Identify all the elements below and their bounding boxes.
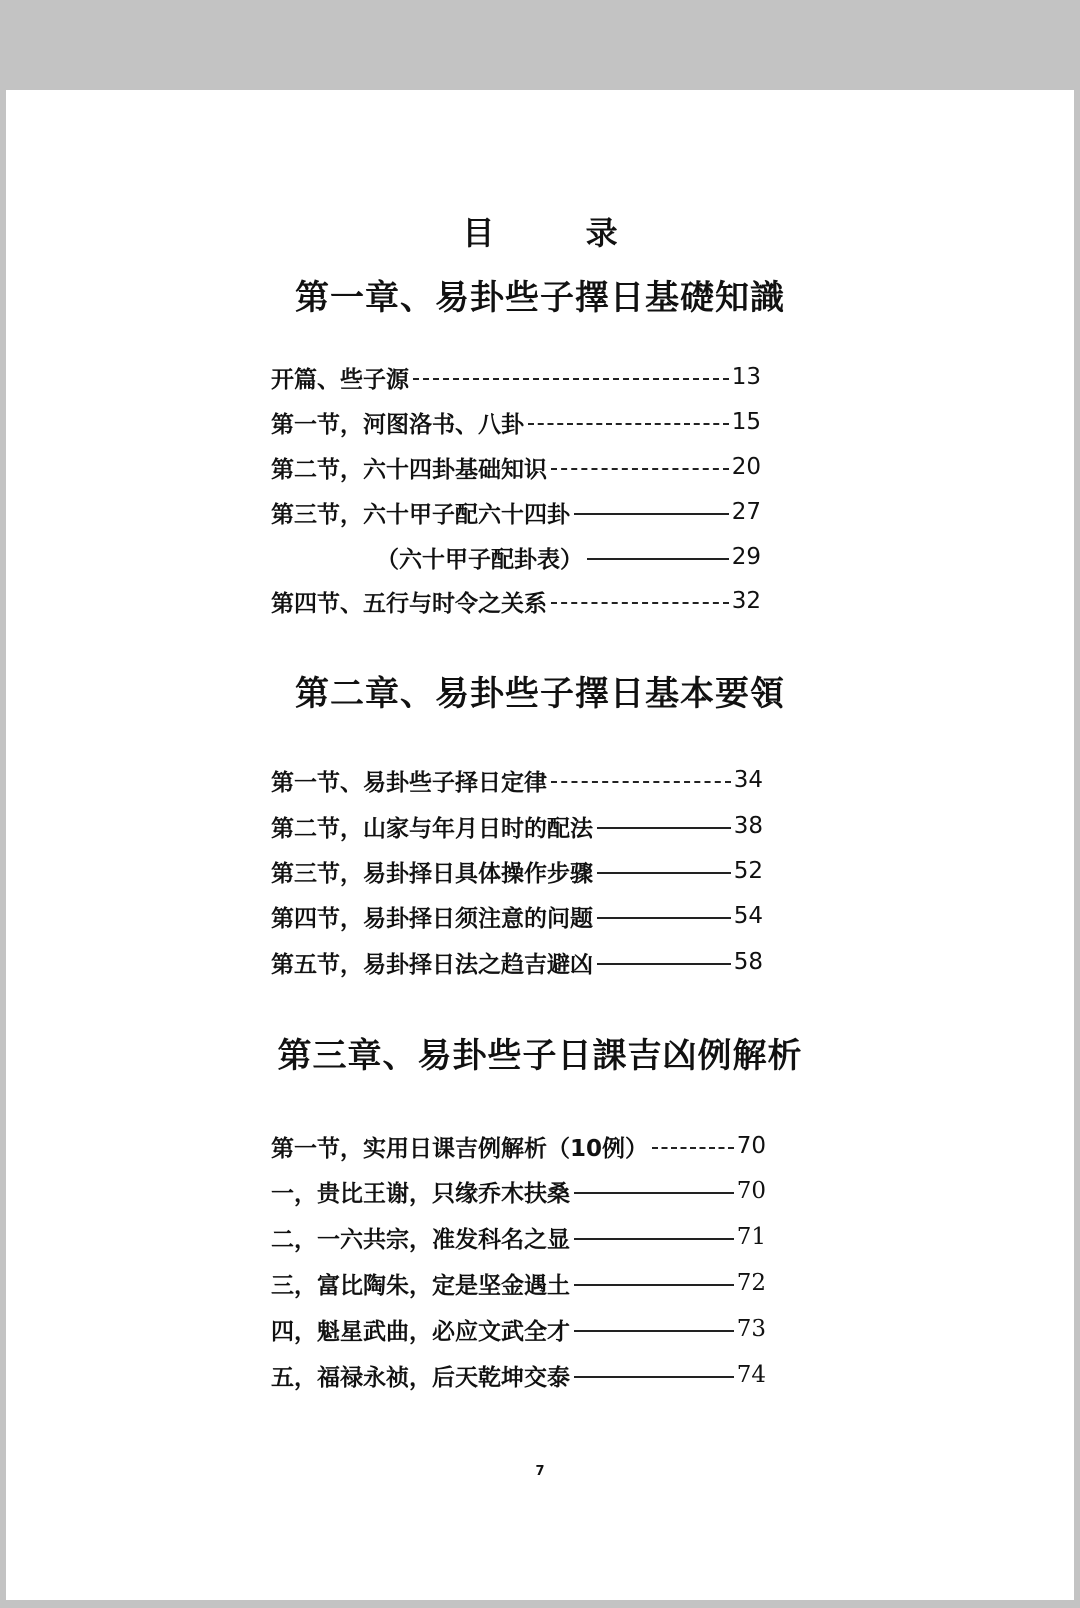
toc-entry-label: 开篇、些子源 [271,366,409,393]
line-leader [597,963,731,965]
line-leader [587,558,729,560]
toc-entry [271,1266,766,1300]
toc-entry [271,584,761,618]
line-leader [597,827,731,829]
line-leader [597,917,731,919]
toc-entry-page: 58 [733,949,763,975]
toc-entry-label: 第五节，易卦择日法之趋吉避凶 [271,951,593,978]
toc-entry [271,1220,766,1254]
toc-entry [271,899,763,933]
chapter-3-title: 第三章、易卦些子日課吉凶例解析 [277,1036,803,1076]
line-leader [574,1284,734,1286]
toc-entry-label: 第二节，山家与年月日时的配法 [271,815,593,842]
dot-leader [413,378,729,380]
toc-entry-page: 38 [733,813,763,839]
chapter-1-title: 第一章、易卦些子擇日基礎知識 [295,278,785,318]
toc-entry [271,1129,766,1163]
line-leader [574,1238,734,1240]
toc-entry-label: 第四节，易卦择日须注意的问题 [271,905,593,932]
toc-entry-page: 32 [731,588,761,614]
toc-title: 目 录 [462,214,658,252]
toc-entry [271,405,761,439]
toc-entry [271,495,761,529]
dot-leader [551,468,729,470]
toc-entry-page: 27 [731,499,761,525]
toc-entry [271,945,763,979]
toc-entry-label: 二，一六共宗，准发科名之显 [271,1225,570,1253]
dot-leader [528,423,729,425]
toc-entry-label: 第一节，河图洛书、八卦 [271,411,524,438]
toc-entry [376,540,761,574]
toc-entry-page: 20 [731,454,761,480]
toc-entry-label: 一，贵比王谢，只缘乔木扶桑 [271,1179,570,1207]
toc-entry [271,1312,766,1346]
toc-entry-page: 54 [733,903,763,929]
toc-entry-page: 71 [736,1224,766,1250]
toc-entry-page: 15 [731,409,761,435]
toc-entry-page: 74 [736,1362,766,1388]
line-leader [574,1192,734,1194]
toc-entry-page: 72 [736,1270,766,1296]
line-leader [574,513,729,515]
page-number: 7 [535,1464,545,1479]
chapter-2-title: 第二章、易卦些子擇日基本要領 [295,674,785,714]
toc-entry-label: 五，福禄永祯，后天乾坤交泰 [271,1363,570,1391]
toc-entry-page: 70 [736,1133,766,1159]
toc-entry-label: 第二节，六十四卦基础知识 [271,456,547,483]
toc-entry [271,1174,766,1208]
toc-entry-page: 34 [733,767,763,793]
document-page [6,90,1074,1600]
dot-leader [652,1147,734,1149]
dot-leader [551,781,731,783]
toc-entry-label: 三，富比陶朱，定是坚金遇土 [271,1271,570,1299]
toc-entry [271,450,761,484]
toc-entry-page: 70 [736,1178,766,1204]
toc-entry-label: 第四节、五行与时令之关系 [271,590,547,617]
toc-entry-label: 第一节、易卦些子择日定律 [271,769,547,796]
toc-entry-label: （六十甲子配卦表） [376,546,583,573]
toc-entry [271,1358,766,1392]
line-leader [574,1376,734,1378]
line-leader [597,872,731,874]
toc-entry-page: 13 [731,364,761,390]
toc-entry [271,854,763,888]
toc-entry-label: 第一节，实用日课吉例解析（10例） [271,1135,649,1162]
dot-leader [551,602,729,604]
toc-entry-page: 73 [736,1316,766,1342]
toc-entry [271,809,763,843]
toc-entry-label: 第三节，六十甲子配六十四卦 [271,501,570,528]
toc-entry [271,360,761,394]
toc-entry-label: 四，魁星武曲，必应文武全才 [271,1317,570,1345]
toc-entry-label: 第三节，易卦择日具体操作步骤 [271,860,593,887]
toc-entry-page: 29 [731,544,761,570]
line-leader [574,1330,734,1332]
toc-entry-page: 52 [733,858,763,884]
toc-entry [271,763,763,797]
